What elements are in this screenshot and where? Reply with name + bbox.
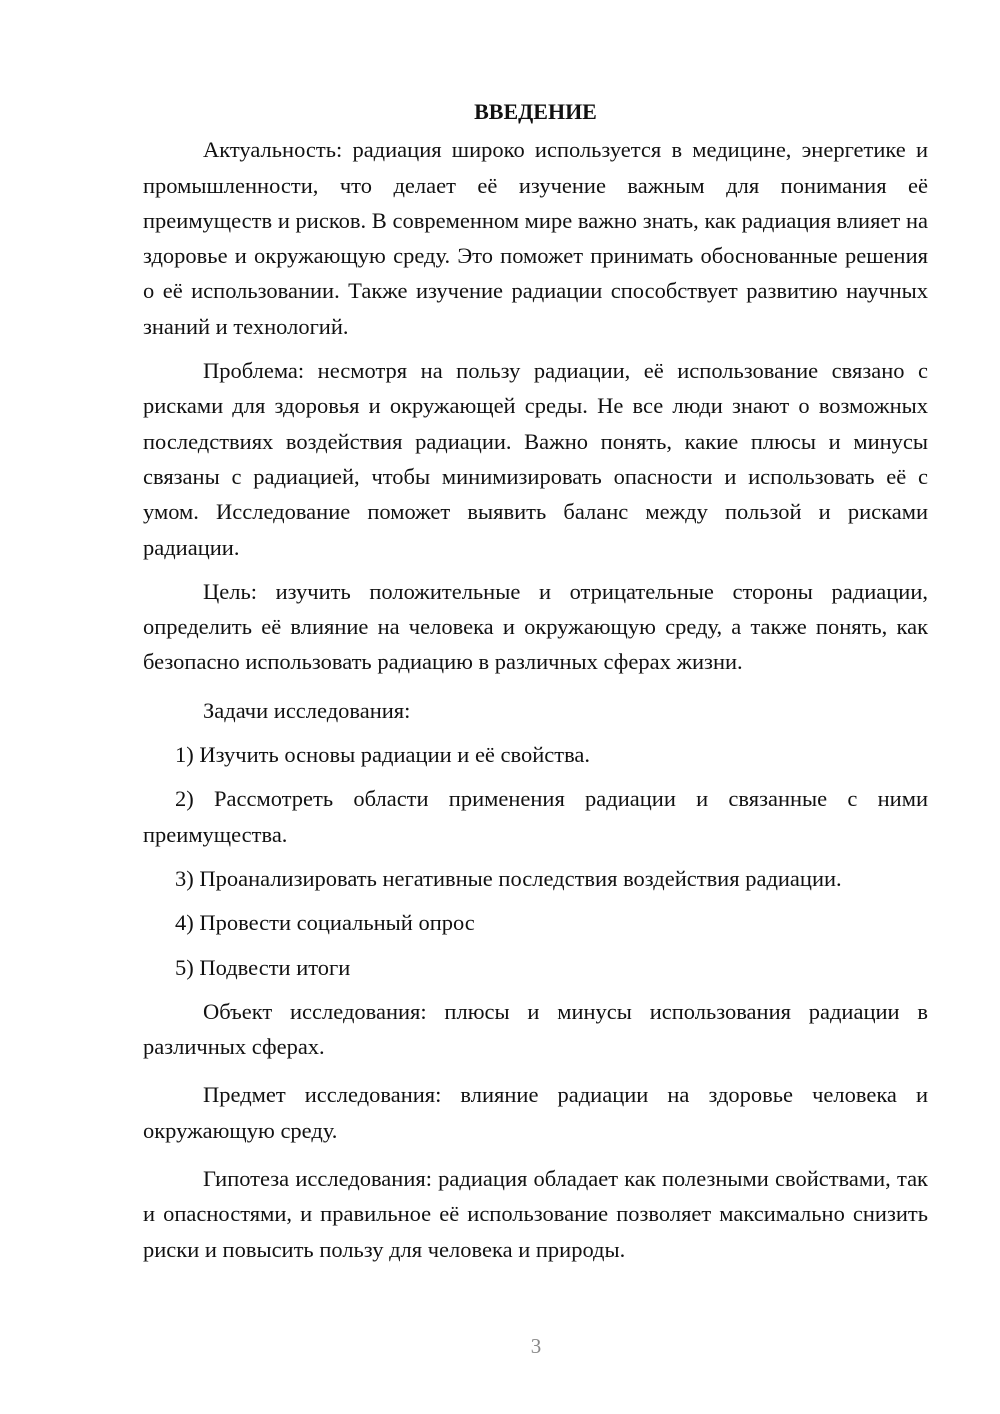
paragraph-problem: Проблема: несмотря на пользу радиации, её использование связано с рисками для здоровья и окружающей среды. Не все люди знают о возможных последствиях воздействия радиации. Важно понять, какие плюсы и минусы связаны с радиацией, чтобы минимизировать опасности и использовать её с умом. Исследование поможет выявить баланс между пользой и рисками радиации.	[143, 358, 928, 560]
paragraph-relevance: Актуальность: радиация широко используется в медицине, энергетике и промышленности, что делает её изучение важным для понимания её преимуществ и рисков. В современном мире важно знать, как радиация влияет на здоровье и окружающую среду. Это поможет принимать обоснованные решения о её использовании. Также изучение радиации способствует развитию научных знаний и технологий.	[143, 137, 928, 339]
paragraph-hypothesis: Гипотеза исследования: радиация обладает как полезными свойствами, так и опасностями, и правильное её использование позволяет максимально снизить риски и повысить пользу для человека и природы.	[143, 1166, 928, 1262]
page-content	[143, 94, 928, 1267]
paragraph-goal: Цель: изучить положительные и отрицательные стороны радиации, определить её влияние на человека и окружающую среду, а также понять, как безопасно использовать радиацию в различных сферах жизни.	[143, 578, 928, 675]
section-heading: ВВЕДЕНИЕ	[474, 99, 597, 124]
page-number: 3	[530, 1334, 542, 1358]
task-item-3: 3) Проанализировать негативные последствия воздействия радиации.	[175, 865, 842, 891]
paragraph-object: Объект исследования: плюсы и минусы использования радиации в различных сферах.	[143, 998, 928, 1060]
paragraph-subject: Предмет исследования: влияние радиации на здоровье человека и окружающую среду.	[143, 1082, 928, 1143]
task-item-4: 4) Провести социальный опрос	[175, 910, 475, 936]
tasks-intro: Задачи исследования:	[203, 697, 411, 723]
task-item-5: 5) Подвести итоги	[175, 954, 351, 980]
task-item-2: 2) Рассмотреть области применения радиации и связанные с ними преимущества.	[143, 786, 928, 847]
task-item-1: 1) Изучить основы радиации и её свойства.	[175, 742, 591, 768]
